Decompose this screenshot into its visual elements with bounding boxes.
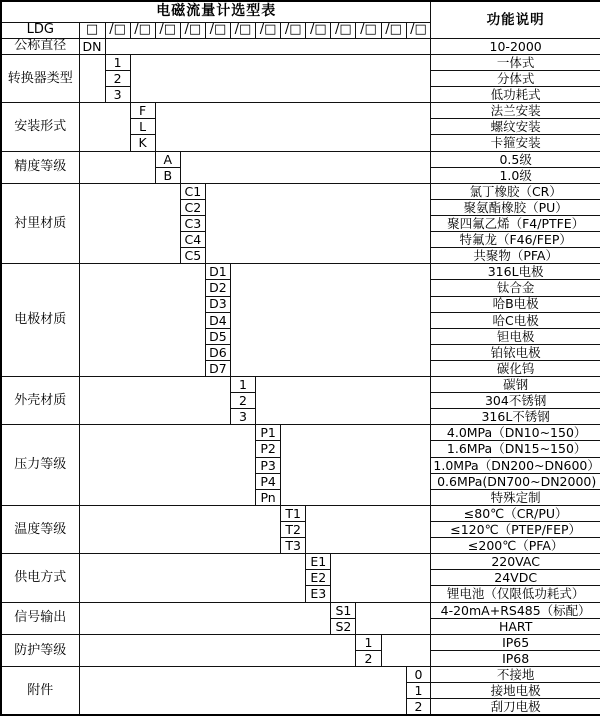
model-code-slot: /□ xyxy=(331,22,356,38)
option-code: D4 xyxy=(205,312,230,328)
category-label: 电极材质 xyxy=(1,264,79,377)
model-code-slot: /□ xyxy=(230,22,255,38)
option-code: 1 xyxy=(230,377,255,393)
option-description: 铂铱电极 xyxy=(431,344,600,360)
category-label: 精度等级 xyxy=(1,151,79,183)
option-description: 1.0级 xyxy=(431,167,600,183)
spacer-cell xyxy=(79,264,205,377)
option-code: B xyxy=(155,167,180,183)
option-code: A xyxy=(155,151,180,167)
option-description: 共聚物（PFA） xyxy=(431,248,600,264)
table-title: 电磁流量计选型表 xyxy=(1,1,431,22)
option-description: 一体式 xyxy=(431,54,600,70)
model-code-box: □ xyxy=(79,22,105,38)
option-description: 卡箍安装 xyxy=(431,135,600,151)
option-code: T1 xyxy=(281,505,306,521)
option-description: 法兰安装 xyxy=(431,103,600,119)
spacer-cell xyxy=(331,554,431,602)
option-description: 哈C电极 xyxy=(431,312,600,328)
option-code: S1 xyxy=(331,602,356,618)
model-code-slot: /□ xyxy=(256,22,281,38)
option-description: 24VDC xyxy=(431,570,600,586)
option-code: P4 xyxy=(256,473,281,489)
category-label: 压力等级 xyxy=(1,425,79,506)
option-description: 钛合金 xyxy=(431,280,600,296)
option-code: C1 xyxy=(180,183,205,199)
option-description: 聚氨酯橡胶（PU） xyxy=(431,199,600,215)
spacer-cell xyxy=(180,151,431,183)
option-description: IP68 xyxy=(431,650,600,666)
option-description: 碳化钨 xyxy=(431,360,600,376)
option-description: 锂电池（仅限低功耗式） xyxy=(431,586,600,602)
option-code: D1 xyxy=(205,264,230,280)
option-code: P2 xyxy=(256,441,281,457)
spacer-cell xyxy=(79,377,230,425)
model-code-slot: /□ xyxy=(406,22,431,38)
spacer-cell xyxy=(381,634,431,666)
model-prefix: LDG xyxy=(1,22,79,38)
option-code: E2 xyxy=(306,570,331,586)
option-description: 1.0MPa（DN200~DN600） xyxy=(431,457,600,473)
spacer-cell xyxy=(130,54,431,102)
option-description: 接地电极 xyxy=(431,683,600,699)
option-code: 2 xyxy=(230,393,255,409)
option-description: 特殊定制 xyxy=(431,489,600,505)
model-code-slot: /□ xyxy=(130,22,155,38)
spacer-cell xyxy=(79,634,356,666)
option-description: 聚四氟乙烯（F4/PTFE） xyxy=(431,215,600,231)
model-code-slot: /□ xyxy=(180,22,205,38)
option-description: 钽电极 xyxy=(431,328,600,344)
option-description: 10-2000 xyxy=(431,38,600,54)
model-code-slot: /□ xyxy=(105,22,130,38)
option-description: 螺纹安装 xyxy=(431,119,600,135)
option-description: 氯丁橡胶（CR） xyxy=(431,183,600,199)
model-code-slot: /□ xyxy=(356,22,381,38)
category-label: 温度等级 xyxy=(1,505,79,553)
option-description: 0.6MPa(DN700~DN2000) xyxy=(431,473,600,489)
category-label: 外壳材质 xyxy=(1,377,79,425)
option-code: P1 xyxy=(256,425,281,441)
spacer-cell xyxy=(79,505,281,553)
option-code: 2 xyxy=(105,70,130,86)
option-description: 304不锈钢 xyxy=(431,393,600,409)
spacer-cell xyxy=(356,602,431,634)
option-code: C4 xyxy=(180,232,205,248)
option-code: 2 xyxy=(356,650,381,666)
option-code: T2 xyxy=(281,522,306,538)
option-description: 220VAC xyxy=(431,554,600,570)
spacer-cell xyxy=(79,151,155,183)
option-code: C3 xyxy=(180,215,205,231)
spacer-cell xyxy=(230,264,430,377)
spacer-cell xyxy=(79,103,130,151)
spacer-cell xyxy=(205,183,431,264)
option-description: 碳钢 xyxy=(431,377,600,393)
spacer-cell xyxy=(79,425,256,506)
spacer-cell xyxy=(105,38,431,54)
option-description: ≤200℃（PFA） xyxy=(431,538,600,554)
option-code: 2 xyxy=(406,699,431,715)
option-code: 1 xyxy=(356,634,381,650)
option-code: D6 xyxy=(205,344,230,360)
option-description: 4.0MPa（DN10~150） xyxy=(431,425,600,441)
model-code-slot: /□ xyxy=(281,22,306,38)
category-label: 信号输出 xyxy=(1,602,79,634)
option-code: 1 xyxy=(105,54,130,70)
model-code-slot: /□ xyxy=(205,22,230,38)
option-description: 分体式 xyxy=(431,70,600,86)
category-label: 衬里材质 xyxy=(1,183,79,264)
option-description: 低功耗式 xyxy=(431,87,600,103)
option-description: 特氟龙（F46/FEP） xyxy=(431,232,600,248)
option-code: 0 xyxy=(406,667,431,683)
category-label: 转换器类型 xyxy=(1,54,79,102)
spacer-cell xyxy=(79,602,331,634)
category-label: 安装形式 xyxy=(1,103,79,151)
option-description: 0.5级 xyxy=(431,151,600,167)
category-label: 附件 xyxy=(1,667,79,715)
option-code: 3 xyxy=(105,87,130,103)
option-code: D5 xyxy=(205,328,230,344)
category-label: 公称直径 xyxy=(1,38,79,54)
option-description: 哈B电极 xyxy=(431,296,600,312)
option-code: D2 xyxy=(205,280,230,296)
option-code: DN xyxy=(79,38,105,54)
option-code: 1 xyxy=(406,683,431,699)
option-description: ≤80℃（CR/PU） xyxy=(431,505,600,521)
option-code: C5 xyxy=(180,248,205,264)
option-code: P3 xyxy=(256,457,281,473)
option-description: 1.6MPa（DN15~150） xyxy=(431,441,600,457)
option-description: HART xyxy=(431,618,600,634)
option-description: 刮刀电极 xyxy=(431,699,600,715)
option-description: IP65 xyxy=(431,634,600,650)
spacer-cell xyxy=(306,505,431,553)
option-code: S2 xyxy=(331,618,356,634)
option-code: L xyxy=(130,119,155,135)
option-code: D7 xyxy=(205,360,230,376)
option-code: K xyxy=(130,135,155,151)
spacer-cell xyxy=(256,377,431,425)
spacer-cell xyxy=(79,667,406,715)
option-code: F xyxy=(130,103,155,119)
model-code-slot: /□ xyxy=(155,22,180,38)
option-description: ≤120℃（PTEP/FEP） xyxy=(431,522,600,538)
model-code-slot: /□ xyxy=(381,22,406,38)
spacer-cell xyxy=(79,554,306,602)
option-description: 4-20mA+RS485（标配） xyxy=(431,602,600,618)
spacer-cell xyxy=(281,425,431,506)
option-code: C2 xyxy=(180,199,205,215)
spacer-cell xyxy=(79,183,180,264)
category-label: 防护等级 xyxy=(1,634,79,666)
option-code: E3 xyxy=(306,586,331,602)
function-column-header: 功能说明 xyxy=(431,1,600,38)
option-description: 316L电极 xyxy=(431,264,600,280)
option-code: T3 xyxy=(281,538,306,554)
category-label: 供电方式 xyxy=(1,554,79,602)
model-code-slot: /□ xyxy=(306,22,331,38)
option-code: Pn xyxy=(256,489,281,505)
spacer-cell xyxy=(155,103,431,151)
option-description: 不接地 xyxy=(431,667,600,683)
spacer-cell xyxy=(79,54,105,102)
option-code: 3 xyxy=(230,409,255,425)
option-code: D3 xyxy=(205,296,230,312)
option-description: 316L不锈钢 xyxy=(431,409,600,425)
option-code: E1 xyxy=(306,554,331,570)
